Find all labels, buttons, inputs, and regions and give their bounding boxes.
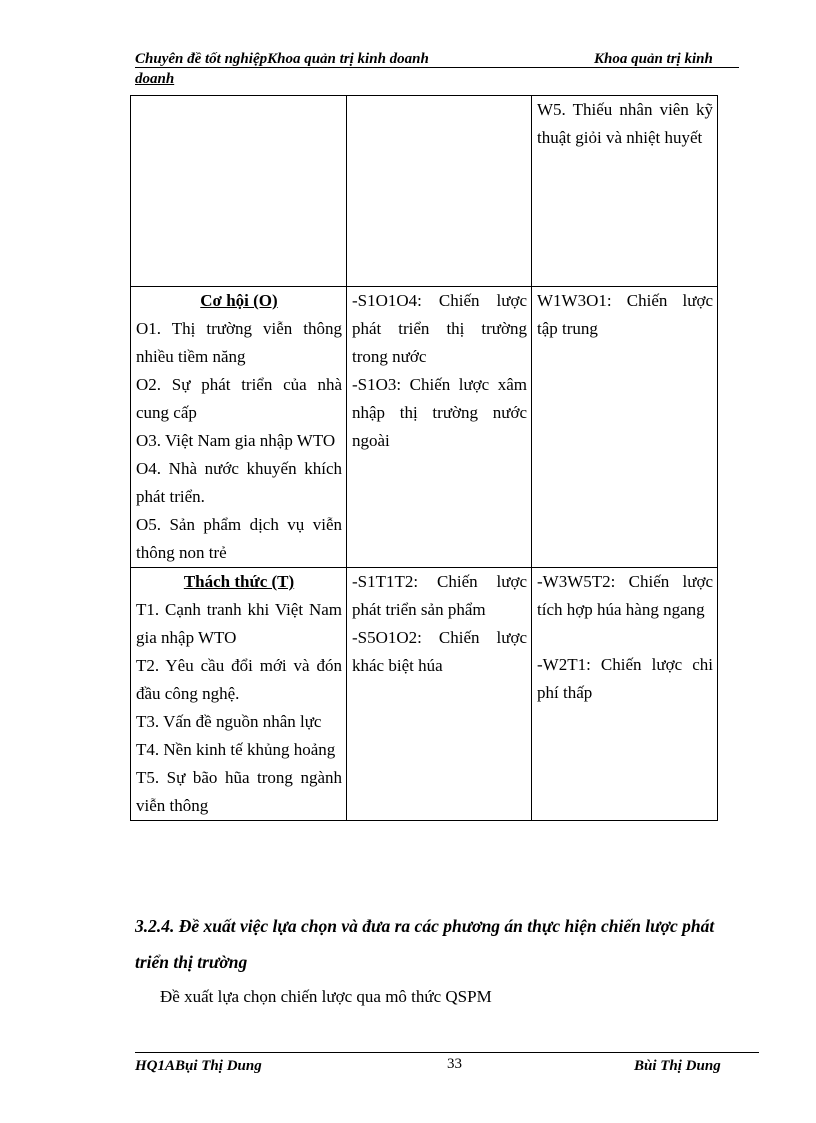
- list-item: T3. Vấn đề nguồn nhân lực: [136, 712, 322, 731]
- list-item: -S1O3: Chiến lược xâm nhập thị trường nước ngoài: [352, 375, 527, 450]
- threats-heading: Thách thức (T): [183, 572, 295, 591]
- table-row-opportunities: [131, 287, 718, 568]
- list-item: W1W3O1: Chiến lược tập trung: [537, 291, 713, 338]
- footer-rule: [135, 1052, 759, 1053]
- spacer: [537, 624, 713, 651]
- cell-empty-2: [347, 96, 532, 287]
- footer-left-author: HQ1ABụi Thị Dung: [135, 1058, 262, 1074]
- list-item: T2. Yêu cầu đổi mới và đón đầu công nghệ.: [136, 656, 342, 703]
- cell-wo-strategies: [532, 287, 718, 568]
- opportunities-heading: Cơ hội (O): [200, 291, 278, 310]
- header-left-continuation: doanh: [135, 71, 175, 87]
- list-item: T5. Sự bão hũa trong ngành viễn thông: [136, 768, 342, 815]
- table-row-threats: [131, 568, 718, 821]
- list-item: -W2T1: Chiến lược chi phí thấp: [537, 655, 713, 702]
- cell-so-strategies: [347, 287, 532, 568]
- list-item: O3. Việt Nam gia nhập WTO: [136, 431, 336, 450]
- list-item: -S1O1O4: Chiến lược phát triển thị trường trong nước: [352, 291, 527, 366]
- list-item: -S1T1T2: Chiến lược phát triển sản phẩm: [352, 572, 527, 619]
- header-left-title: Chuyên đề tốt nghiệpKhoa quản trị kinh doanh: [135, 51, 429, 67]
- cell-wt-strategies: [532, 568, 718, 821]
- cell-threats: [131, 568, 347, 821]
- section-heading: 3.2.4. Đề xuất việc lựa chọn và đưa ra các phương án thực hiện chiến lược phát triển thị trường: [135, 916, 715, 972]
- page-number: 33: [447, 1056, 462, 1072]
- cell-empty-1: [131, 96, 347, 287]
- section-body-text: Đề xuất lựa chọn chiến lược qua mô thức QSPM: [160, 987, 492, 1006]
- list-item: T1. Cạnh tranh khi Việt Nam gia nhập WTO: [136, 600, 342, 647]
- list-item: -W3W5T2: Chiến lược tích hợp húa hàng ngang: [537, 572, 713, 619]
- list-item: O1. Thị trường viễn thông nhiều tiềm năng: [136, 319, 342, 366]
- table-row-top: [131, 96, 718, 287]
- list-item: T4. Nền kinh tế khủng hoảng: [136, 740, 336, 759]
- list-item: O2. Sự phát triển của nhà cung cấp: [136, 375, 342, 422]
- header-right-title: Khoa quản trị kinh: [594, 51, 713, 67]
- swot-matrix-table: [130, 95, 718, 821]
- footer-right-author: Bùi Thị Dung: [634, 1058, 721, 1074]
- list-item: -S5O1O2: Chiến lược khác biệt húa: [352, 628, 527, 675]
- list-item: O4. Nhà nước khuyến khích phát triển.: [136, 459, 342, 506]
- cell-opportunities: [131, 287, 347, 568]
- list-item: O5. Sản phẩm dịch vụ viễn thông non trẻ: [136, 515, 342, 562]
- cell-weakness-w5: W5. Thiếu nhân viên kỹ thuật giỏi và nhiệt huyết: [532, 96, 718, 287]
- cell-st-strategies: [347, 568, 532, 821]
- header-rule: [135, 67, 739, 68]
